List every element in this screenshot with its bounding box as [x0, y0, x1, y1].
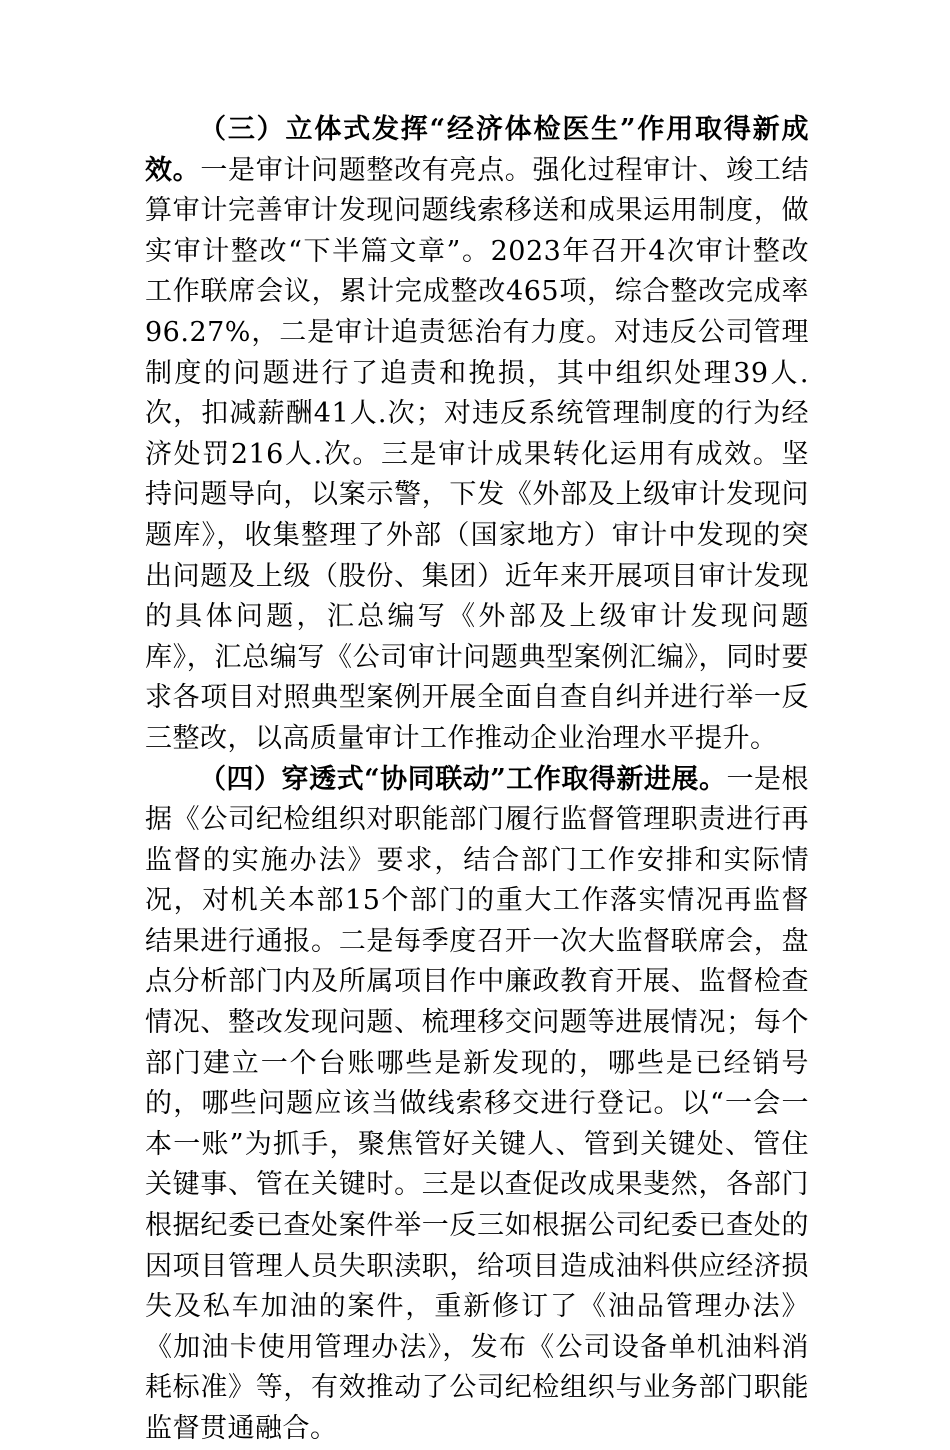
- section-4-body: 一是根据《公司纪检组织对职能部门履行监督管理职责进行再监督的实施办法》要求，结合部门工作安排和实际情况，对机关本部15个部门的重大工作落实情况再监督结果进行通报。二是每季度召开一次大监督联席会，盘点分析部门内及所属项目作中廉政教育开展、监督检查情况、整改发现问题、梳理移交问题等进展情况；每个部门建立一个台账哪些是新发现的，哪些是已经销号的，哪些问题应该当做线索移交进行登记。以“一会一本一账”为抓手，聚焦管好关键人、管到关键处、管住关键事、管在关键时。三是以查促改成果斐然，各部门根据纪委已查处案件举一反三如根据公司纪委已查处的因项目管理人员失职渎职，给项目造成油料供应经济损失及私车加油的案件，重新修订了《油品管理办法》《加油卡使用管理办法》，发布《公司设备单机油料消耗标准》等，有效推动了公司纪检组织与业务部门职能监督贯通融合。: [145, 763, 810, 1444]
- section-3-paragraph: [145, 110, 809, 760]
- section-4-paragraph: [145, 760, 809, 1450]
- document-page: [145, 110, 809, 1450]
- section-4-heading: （四）穿透式“协同联动”工作取得新进展。: [199, 763, 727, 795]
- section-3-heading: （三）立体式发挥“经济体检医生”作用取得新成效。: [145, 114, 809, 186]
- section-3-body: 一是审计问题整改有亮点。强化过程审计、竣工结算审计完善审计发现问题线索移送和成果运用制度，做实审计整改“下半篇文章”。2023年召开4次审计整改工作联席会议，累计完成整改465项，综合整改完成率96.27%，二是审计追责惩治有力度。对违反公司管理制度的问题进行了追责和挽损，其中组织处理39人.次，扣减薪酬41人.次；对违反系统管理制度的行为经济处罚216人.次。三是审计成果转化运用有成效。坚持问题导向，以案示警，下发《外部及上级审计发现问题库》，收集整理了外部（国家地方）审计中发现的突出问题及上级（股份、集团）近年来开展项目审计发现的具体问题，汇总编写《外部及上级审计发现问题库》，汇总编写《公司审计问题典型案例汇编》，同时要求各项目对照典型案例开展全面自查自纠并进行举一反三整改，以高质量审计工作推动企业治理水平提升。: [145, 154, 810, 754]
